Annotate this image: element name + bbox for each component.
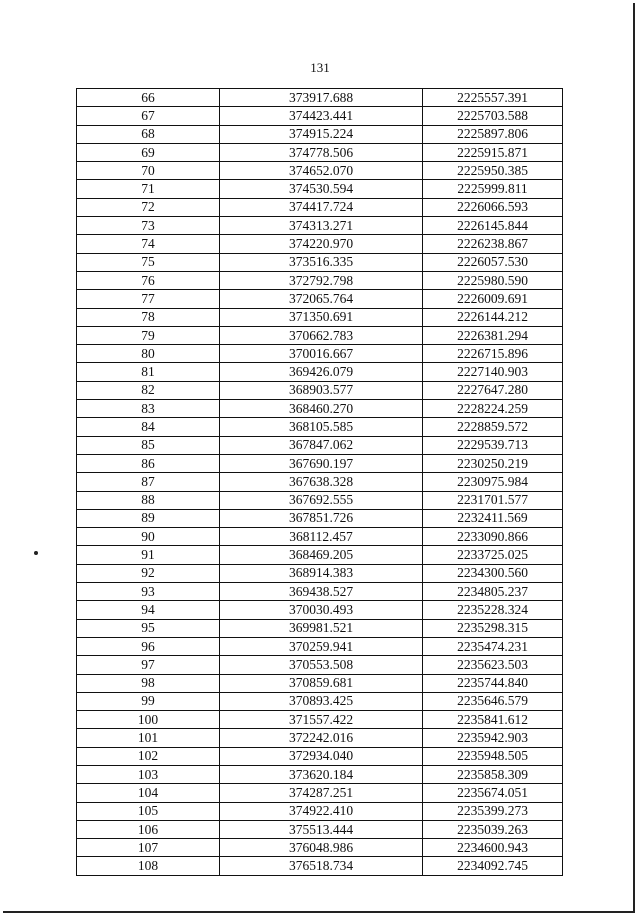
- x-coordinate-cell: 369438.527: [220, 583, 423, 601]
- point-number-cell: 94: [77, 601, 220, 619]
- point-number-cell: 92: [77, 564, 220, 582]
- table-row: [77, 253, 563, 271]
- table-row: [77, 180, 563, 198]
- y-coordinate-cell: 2229539.713: [423, 436, 563, 454]
- x-coordinate-cell: 372065.764: [220, 290, 423, 308]
- y-coordinate-cell: 2225557.391: [423, 89, 563, 107]
- table-row: [77, 747, 563, 765]
- x-coordinate-cell: 376048.986: [220, 839, 423, 857]
- x-coordinate-cell: 367638.328: [220, 473, 423, 491]
- x-coordinate-cell: 374778.506: [220, 143, 423, 161]
- y-coordinate-cell: 2234092.745: [423, 857, 563, 875]
- y-coordinate-cell: 2235646.579: [423, 692, 563, 710]
- x-coordinate-cell: 371350.691: [220, 308, 423, 326]
- point-number-cell: 100: [77, 711, 220, 729]
- point-number-cell: 91: [77, 546, 220, 564]
- y-coordinate-cell: 2226057.530: [423, 253, 563, 271]
- table-row: [77, 765, 563, 783]
- point-number-cell: 66: [77, 89, 220, 107]
- x-coordinate-cell: 367690.197: [220, 454, 423, 472]
- x-coordinate-cell: 374423.441: [220, 107, 423, 125]
- point-number-cell: 103: [77, 765, 220, 783]
- y-coordinate-cell: 2226145.844: [423, 217, 563, 235]
- y-coordinate-cell: 2235623.503: [423, 656, 563, 674]
- point-number-cell: 95: [77, 619, 220, 637]
- x-coordinate-cell: 368112.457: [220, 528, 423, 546]
- point-number-cell: 69: [77, 143, 220, 161]
- x-coordinate-cell: 368105.585: [220, 418, 423, 436]
- y-coordinate-cell: 2225915.871: [423, 143, 563, 161]
- table-row: [77, 271, 563, 289]
- x-coordinate-cell: 374417.724: [220, 198, 423, 216]
- point-number-cell: 85: [77, 436, 220, 454]
- table-row: [77, 637, 563, 655]
- table-row: [77, 326, 563, 344]
- table-row: [77, 400, 563, 418]
- point-number-cell: 101: [77, 729, 220, 747]
- y-coordinate-cell: 2225950.385: [423, 162, 563, 180]
- point-number-cell: 104: [77, 784, 220, 802]
- point-number-cell: 70: [77, 162, 220, 180]
- point-number-cell: 79: [77, 326, 220, 344]
- point-number-cell: 68: [77, 125, 220, 143]
- y-coordinate-cell: 2235039.263: [423, 820, 563, 838]
- point-number-cell: 88: [77, 491, 220, 509]
- table-row: [77, 546, 563, 564]
- y-coordinate-cell: 2233090.866: [423, 528, 563, 546]
- table-row: [77, 454, 563, 472]
- point-number-cell: 106: [77, 820, 220, 838]
- x-coordinate-cell: 374313.271: [220, 217, 423, 235]
- x-coordinate-cell: 367692.555: [220, 491, 423, 509]
- point-number-cell: 102: [77, 747, 220, 765]
- table-row: [77, 473, 563, 491]
- x-coordinate-cell: 370016.667: [220, 345, 423, 363]
- y-coordinate-cell: 2226009.691: [423, 290, 563, 308]
- x-coordinate-cell: 369981.521: [220, 619, 423, 637]
- table-row: [77, 784, 563, 802]
- table-row: [77, 198, 563, 216]
- x-coordinate-cell: 370030.493: [220, 601, 423, 619]
- y-coordinate-cell: 2228224.259: [423, 400, 563, 418]
- table-row: [77, 125, 563, 143]
- y-coordinate-cell: 2225980.590: [423, 271, 563, 289]
- stray-mark: [34, 551, 38, 555]
- y-coordinate-cell: 2234805.237: [423, 583, 563, 601]
- y-coordinate-cell: 2235942.903: [423, 729, 563, 747]
- y-coordinate-cell: 2227647.280: [423, 381, 563, 399]
- table-row: [77, 711, 563, 729]
- y-coordinate-cell: 2235399.273: [423, 802, 563, 820]
- table-row: [77, 290, 563, 308]
- table-row: [77, 729, 563, 747]
- table-row: [77, 839, 563, 857]
- table-row: [77, 308, 563, 326]
- page-number: 131: [310, 60, 330, 75]
- x-coordinate-cell: 374287.251: [220, 784, 423, 802]
- table-row: [77, 857, 563, 875]
- table-row: [77, 381, 563, 399]
- point-number-cell: 76: [77, 271, 220, 289]
- table-row: [77, 820, 563, 838]
- point-number-cell: 84: [77, 418, 220, 436]
- point-number-cell: 74: [77, 235, 220, 253]
- x-coordinate-cell: 372934.040: [220, 747, 423, 765]
- y-coordinate-cell: 2233725.025: [423, 546, 563, 564]
- point-number-cell: 78: [77, 308, 220, 326]
- point-number-cell: 75: [77, 253, 220, 271]
- table-row: [77, 564, 563, 582]
- y-coordinate-cell: 2226381.294: [423, 326, 563, 344]
- table-row: [77, 345, 563, 363]
- x-coordinate-cell: 367847.062: [220, 436, 423, 454]
- y-coordinate-cell: 2234600.943: [423, 839, 563, 857]
- point-number-cell: 71: [77, 180, 220, 198]
- x-coordinate-cell: 374530.594: [220, 180, 423, 198]
- x-coordinate-cell: 372242.016: [220, 729, 423, 747]
- table-row: [77, 528, 563, 546]
- point-number-cell: 72: [77, 198, 220, 216]
- table-row: [77, 107, 563, 125]
- point-number-cell: 73: [77, 217, 220, 235]
- x-coordinate-cell: 369426.079: [220, 363, 423, 381]
- x-coordinate-cell: 376518.734: [220, 857, 423, 875]
- table-row: [77, 601, 563, 619]
- coordinates-table-body: [77, 89, 563, 876]
- x-coordinate-cell: 374915.224: [220, 125, 423, 143]
- y-coordinate-cell: 2235674.051: [423, 784, 563, 802]
- x-coordinate-cell: 373917.688: [220, 89, 423, 107]
- y-coordinate-cell: 2226715.896: [423, 345, 563, 363]
- table-row: [77, 619, 563, 637]
- point-number-cell: 107: [77, 839, 220, 857]
- point-number-cell: 105: [77, 802, 220, 820]
- table-row: [77, 143, 563, 161]
- y-coordinate-cell: 2226066.593: [423, 198, 563, 216]
- table-row: [77, 674, 563, 692]
- y-coordinate-cell: 2235858.309: [423, 765, 563, 783]
- x-coordinate-cell: 368469.205: [220, 546, 423, 564]
- point-number-cell: 99: [77, 692, 220, 710]
- y-coordinate-cell: 2235298.315: [423, 619, 563, 637]
- table-row: [77, 235, 563, 253]
- y-coordinate-cell: 2225999.811: [423, 180, 563, 198]
- point-number-cell: 89: [77, 509, 220, 527]
- table-row: [77, 363, 563, 381]
- x-coordinate-cell: 368914.383: [220, 564, 423, 582]
- x-coordinate-cell: 370259.941: [220, 637, 423, 655]
- point-number-cell: 83: [77, 400, 220, 418]
- point-number-cell: 87: [77, 473, 220, 491]
- point-number-cell: 96: [77, 637, 220, 655]
- y-coordinate-cell: 2234300.560: [423, 564, 563, 582]
- y-coordinate-cell: 2235841.612: [423, 711, 563, 729]
- x-coordinate-cell: 375513.444: [220, 820, 423, 838]
- table-row: [77, 418, 563, 436]
- x-coordinate-cell: 370553.508: [220, 656, 423, 674]
- x-coordinate-cell: 370859.681: [220, 674, 423, 692]
- point-number-cell: 97: [77, 656, 220, 674]
- point-number-cell: 98: [77, 674, 220, 692]
- point-number-cell: 93: [77, 583, 220, 601]
- x-coordinate-cell: 368460.270: [220, 400, 423, 418]
- table-row: [77, 509, 563, 527]
- table-row: [77, 491, 563, 509]
- point-number-cell: 86: [77, 454, 220, 472]
- x-coordinate-cell: 370662.783: [220, 326, 423, 344]
- x-coordinate-cell: 367851.726: [220, 509, 423, 527]
- y-coordinate-cell: 2230250.219: [423, 454, 563, 472]
- y-coordinate-cell: 2235744.840: [423, 674, 563, 692]
- y-coordinate-cell: 2235474.231: [423, 637, 563, 655]
- x-coordinate-cell: 374922.410: [220, 802, 423, 820]
- table-row: [77, 802, 563, 820]
- table-row: [77, 692, 563, 710]
- y-coordinate-cell: 2230975.984: [423, 473, 563, 491]
- y-coordinate-cell: 2231701.577: [423, 491, 563, 509]
- y-coordinate-cell: 2228859.572: [423, 418, 563, 436]
- y-coordinate-cell: 2227140.903: [423, 363, 563, 381]
- x-coordinate-cell: 373620.184: [220, 765, 423, 783]
- x-coordinate-cell: 373516.335: [220, 253, 423, 271]
- point-number-cell: 108: [77, 857, 220, 875]
- y-coordinate-cell: 2235228.324: [423, 601, 563, 619]
- table-row: [77, 89, 563, 107]
- point-number-cell: 77: [77, 290, 220, 308]
- table-row: [77, 217, 563, 235]
- point-number-cell: 90: [77, 528, 220, 546]
- table-row: [77, 656, 563, 674]
- table-row: [77, 162, 563, 180]
- point-number-cell: 82: [77, 381, 220, 399]
- x-coordinate-cell: 372792.798: [220, 271, 423, 289]
- point-number-cell: 81: [77, 363, 220, 381]
- coordinates-table: [76, 88, 563, 876]
- point-number-cell: 80: [77, 345, 220, 363]
- x-coordinate-cell: 374220.970: [220, 235, 423, 253]
- table-row: [77, 583, 563, 601]
- table-row: [77, 436, 563, 454]
- x-coordinate-cell: 374652.070: [220, 162, 423, 180]
- y-coordinate-cell: 2226144.212: [423, 308, 563, 326]
- point-number-cell: 67: [77, 107, 220, 125]
- y-coordinate-cell: 2232411.569: [423, 509, 563, 527]
- x-coordinate-cell: 371557.422: [220, 711, 423, 729]
- x-coordinate-cell: 368903.577: [220, 381, 423, 399]
- y-coordinate-cell: 2235948.505: [423, 747, 563, 765]
- y-coordinate-cell: 2225703.588: [423, 107, 563, 125]
- x-coordinate-cell: 370893.425: [220, 692, 423, 710]
- y-coordinate-cell: 2225897.806: [423, 125, 563, 143]
- y-coordinate-cell: 2226238.867: [423, 235, 563, 253]
